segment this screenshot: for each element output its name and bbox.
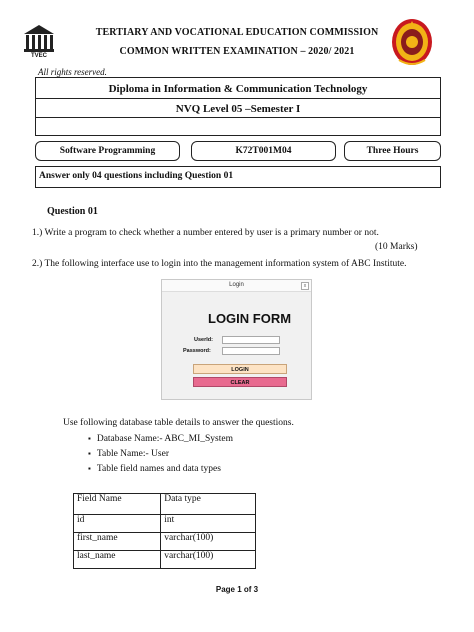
table-row bbox=[74, 515, 256, 533]
login-button: LOGIN bbox=[193, 364, 287, 374]
password-input bbox=[222, 347, 280, 355]
header-field-name: Field Name bbox=[74, 494, 161, 515]
cell-field: first_name bbox=[74, 533, 161, 551]
userid-label: UserId: bbox=[194, 337, 213, 343]
cell-field: id bbox=[74, 515, 161, 533]
page-number: Page 1 of 3 bbox=[215, 585, 259, 594]
subject-pill: Software Programming bbox=[35, 141, 180, 161]
cell-field: last_name bbox=[74, 551, 161, 569]
cell-type: varchar(100) bbox=[161, 533, 256, 551]
window-title: Login bbox=[162, 280, 311, 292]
question-part2: 2.) The following interface use to login into the management information system of ABC Institute. bbox=[32, 259, 407, 269]
db-intro: Use following database table details to answer the questions. bbox=[63, 418, 294, 428]
user-table-schema bbox=[73, 493, 256, 569]
diploma-title: Diploma in Information & Communication Technology bbox=[108, 83, 368, 95]
table-row bbox=[74, 551, 256, 569]
tvec-logo-text: TVEC bbox=[30, 53, 47, 59]
exam-title: COMMON WRITTEN EXAMINATION – 2020/ 2021 bbox=[119, 46, 355, 57]
course-title-box bbox=[35, 77, 441, 136]
login-form-heading: LOGIN FORM bbox=[208, 311, 292, 326]
table-row bbox=[74, 533, 256, 551]
userid-input bbox=[222, 336, 280, 344]
list-item: ▪ Table field names and data types bbox=[88, 464, 233, 479]
question-part1: 1.) Write a program to check whether a number entered by user is a primary number or not. bbox=[32, 228, 379, 238]
nvq-level: NVQ Level 05 –Semester I bbox=[175, 103, 301, 115]
rights-text: All rights reserved. bbox=[38, 67, 107, 77]
close-icon: x bbox=[301, 282, 309, 290]
commission-title: TERTIARY AND VOCATIONAL EDUCATION COMMISSION bbox=[95, 27, 379, 38]
duration-pill: Three Hours bbox=[344, 141, 441, 161]
instruction-text: Answer only 04 questions including Question 01 bbox=[39, 171, 234, 181]
clear-button: CLEAR bbox=[193, 377, 287, 387]
list-item: ▪ Database Name:- ABC_MI_System bbox=[88, 434, 233, 449]
code-pill: K72T001M04 bbox=[191, 141, 336, 161]
sri-lanka-emblem bbox=[389, 16, 435, 68]
header-data-type: Data type bbox=[161, 494, 256, 515]
list-item: ▪ Table Name:- User bbox=[88, 449, 233, 464]
cell-type: int bbox=[161, 515, 256, 533]
question-part1-marks: (10 Marks) bbox=[375, 242, 418, 252]
cell-type: varchar(100) bbox=[161, 551, 256, 569]
question-heading: Question 01 bbox=[47, 206, 98, 217]
instruction-box bbox=[35, 166, 441, 188]
db-details-list bbox=[88, 434, 233, 479]
password-label: Password: bbox=[183, 348, 211, 354]
table-header-row bbox=[74, 494, 256, 515]
login-form-screenshot bbox=[161, 279, 312, 400]
